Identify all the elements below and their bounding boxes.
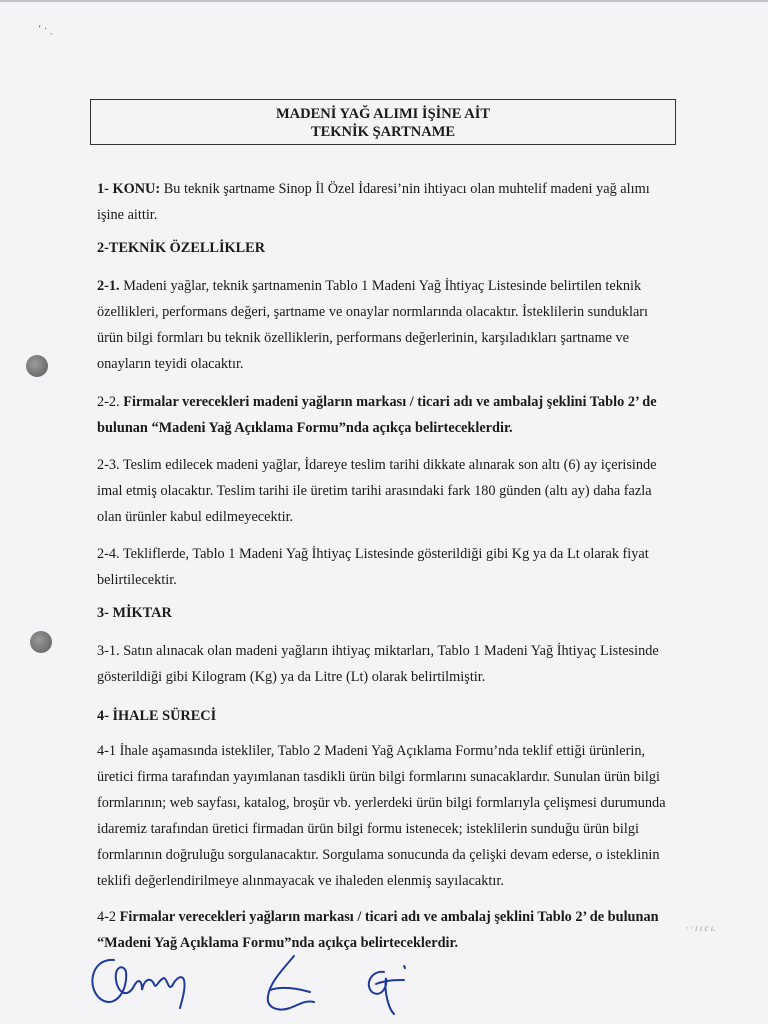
title-line-2: TEKNİK ŞARTNAME <box>310 124 456 140</box>
paragraph-4-2-line: “Madeni Yağ Açıklama Formu”nda açıkça belirteceklerdir. <box>97 935 459 951</box>
paragraph-4-1-line: üretici firma tarafından yayımlanan tasdikli ürün bilgi formlarını sunacaklardır. Sunulan ürün bilgi <box>97 769 660 785</box>
scan-edge-line <box>0 0 768 2</box>
punch-hole-upper <box>26 355 48 377</box>
paragraph-2-3-line: imal etmiş olacaktır. Teslim tarihi ile üretim tarihi arasındaki fark 180 günden (altı ay) daha fazla <box>97 483 652 499</box>
paragraph-2-3-line: 2-3. Teslim edilecek madeni yağlar, İdareye teslim tarihi dikkate alınarak son altı (6) ay içerisinde <box>97 457 657 473</box>
paragraph-2-1-line: onayların teyidi olacaktır. <box>97 356 244 372</box>
paragraph-2-4 <box>97 541 725 593</box>
section-4-heading: 4- İHALE SÜRECİ <box>97 708 217 724</box>
paragraph-4-2-line: Firmalar verecekleri yağların markası / ticari adı ve ambalaj şeklini Tablo 2’ de bulunan <box>119 909 659 925</box>
paragraph-3-1-line: gösterildiği gibi Kilogram (Kg) ya da Litre (Lt) olarak belirtilmiştir. <box>97 669 486 685</box>
paragraph-2-2-line: bulunan “Madeni Yağ Açıklama Formu”nda açıkça belirteceklerdir. <box>97 420 513 436</box>
signature-3-icon <box>358 950 418 1016</box>
signature-2-icon <box>256 950 336 1020</box>
section-3-heading: 3- MİKTAR <box>97 605 172 621</box>
paragraph-2-1 <box>97 273 725 377</box>
paragraph-2-2 <box>97 389 725 441</box>
section-1-label: 1- KONU: <box>97 181 161 197</box>
paragraph-4-2-label: 4-2 <box>97 909 117 925</box>
paragraph-4-1-line: teklifi değerlendirilmeye alınmayacak ve ihaleden elenmiş sayılacaktır. <box>97 873 504 889</box>
signature-1-icon <box>84 950 200 1016</box>
paragraph-2-2-line: Firmalar verecekleri madeni yağların markası / ticari adı ve ambalaj şeklini Tablo 2’ de <box>123 394 657 410</box>
paragraph-2-1-line: özellikleri, performans değeri, şartname ve onaylar normlarında olacaktır. İsteklilerin sundukları <box>97 304 649 320</box>
section-1-text-a: Bu teknik şartname Sinop İl Özel İdaresi’nin ihtiyacı olan muhtelif madeni yağ alımı <box>163 181 650 197</box>
punch-hole-lower <box>30 631 52 653</box>
paragraph-3-1-line: 3-1. Satın alınacak olan madeni yağların ihtiyaç miktarları, Tablo 1 Madeni Yağ İhtiyaç Listesinde <box>97 643 659 659</box>
paragraph-4-1 <box>97 738 725 894</box>
section-1-konu <box>97 176 725 228</box>
paragraph-2-3 <box>97 452 725 530</box>
paragraph-2-3-line: olan ürünler kabul edilmeyecektir. <box>97 509 294 525</box>
paragraph-2-4-line: 2-4. Tekliflerde, Tablo 1 Madeni Yağ İhtiyaç Listesinde gösterildiği gibi Kg ya da Lt olarak fiyat <box>97 546 649 562</box>
title-line-1: MADENİ YAĞ ALIMI İŞİNE AİT <box>275 106 491 122</box>
paragraph-2-1-label: 2-1. <box>97 278 120 294</box>
paragraph-2-4-line: belirtilecektir. <box>97 572 177 588</box>
scan-marks: ‘ · ˏ <box>38 24 53 35</box>
document-title-box <box>90 99 676 145</box>
scan-noise-mark: · · ı ı c ı. <box>686 923 716 933</box>
paragraph-2-1-line: ürün bilgi formları bu teknik özelliklerin, performans değerlerinin, karşıladıkları şartname ve <box>97 330 629 346</box>
section-1-text-b: işine aittir. <box>97 207 158 223</box>
paragraph-2-2-label: 2-2. <box>97 394 120 410</box>
section-2-heading: 2-TEKNİK ÖZELLİKLER <box>97 240 266 256</box>
paragraph-4-1-line: idaremiz tarafından üretici firmadan ürün bilgi formu istenecek; isteklilerin sunduğu ürün bilgi <box>97 821 639 837</box>
paragraph-4-1-line: 4-1 İhale aşamasında istekliler, Tablo 2 Madeni Yağ Açıklama Formu’nda teklif ettiği ürünlerin, <box>97 743 646 759</box>
paragraph-4-1-line: formlarının; web sayfası, katalog, broşür vb. yerlerdeki ürün bilgi formlarıyla çelişmesi durumunda <box>97 795 666 811</box>
paragraph-3-1 <box>97 638 725 690</box>
paragraph-2-1-line: Madeni yağlar, teknik şartnamenin Tablo 1 Madeni Yağ İhtiyaç Listesinde belirtilen teknik <box>123 278 642 294</box>
paragraph-4-2 <box>97 904 725 956</box>
paragraph-4-1-line: formlarının doğruluğu sorgulanacaktır. Sorgulama sonucunda da çelişki devam ederse, o isteklinin <box>97 847 660 863</box>
